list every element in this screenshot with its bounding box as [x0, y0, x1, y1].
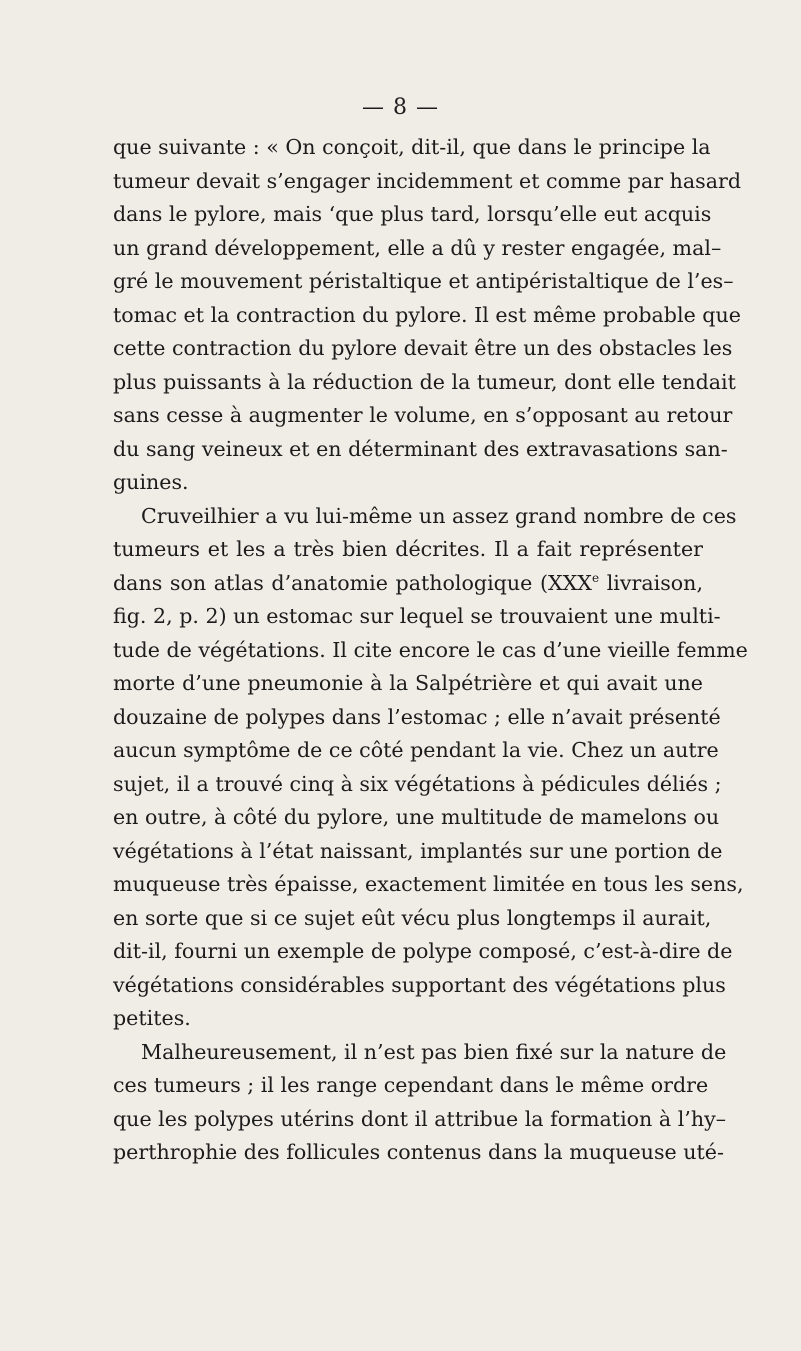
text-line: fig. 2, p. 2) un estomac sur lequel se trouvaient une multi- — [113, 604, 721, 628]
text-line: en sorte que si ce sujet eût vécu plus longtemps il aurait, — [113, 905, 712, 930]
text-line: plus puissants à la réduction de la tumeur, dont elle tendait — [113, 369, 736, 394]
text-line: du sang veineux et en déterminant des extravasations san- — [113, 436, 728, 461]
text-line: ces tumeurs ; il les range cependant dans le même ordre — [113, 1073, 709, 1097]
text-line: tomac et la contraction du pylore. Il est même probable que — [113, 302, 741, 327]
text-line: aucun symptôme de ce côté pendant la vie. Chez un autre — [113, 738, 719, 762]
text-line: douzaine de polypes dans l’estomac ; elle n’avait présenté — [113, 704, 721, 729]
text-line: un grand développement, elle a dû y rester engagée, mal– — [113, 235, 722, 260]
text-line: que les polypes utérins dont il attribue la formation à l’hy– — [113, 1106, 727, 1131]
text-line: tumeur devait s’engager incidemment et comme par hasard — [113, 168, 742, 193]
text-line: tude de végétations. Il cite encore le cas d’une vieille femme — [113, 637, 748, 662]
text-line: morte d’une pneumonie à la Salpétrière et qui avait une — [113, 671, 703, 695]
body-text — [113, 131, 748, 1170]
text-line: végétations à l’état naissant, implantés sur une portion de — [113, 838, 723, 863]
text-line: petites. — [113, 1006, 191, 1030]
text-line: sans cesse à augmenter le volume, en s’opposant au retour — [113, 403, 733, 427]
text-line: perthrophie des follicules contenus dans la muqueuse uté- — [113, 1140, 724, 1164]
text-line: Malheureusement, il n’est pas bien fixé sur la nature de — [141, 1039, 727, 1064]
text-line: sujet, il a trouvé cinq à six végétations à pédicules déliés ; — [113, 771, 722, 796]
text-line: gré le mouvement péristaltique et antipéristaltique de l’es– — [113, 269, 734, 293]
text-line: en outre, à côté du pylore, une multitude de mamelons ou — [113, 805, 720, 829]
text-line: muqueuse très épaisse, exactement limitée en tous les sens, — [113, 872, 744, 896]
text-line: dit-il, fourni un exemple de polype composé, c’est-à-dire de — [113, 939, 733, 963]
superscript: e — [591, 570, 600, 585]
text-line: tumeurs et les a très bien décrites. Il a fait représenter — [113, 537, 703, 561]
page-number: — 8 — — [362, 95, 439, 120]
text-line: dans le pylore, mais ‘que plus tard, lorsqu’elle eut acquis — [113, 202, 712, 226]
text-line: guines. — [113, 470, 189, 494]
text-line: végétations considérables supportant des végétations plus — [113, 972, 726, 997]
text-line: cette contraction du pylore devait être un des obstacles les — [113, 336, 733, 360]
text-line: que suivante : « On conçoit, dit-il, que dans le principe la — [113, 135, 711, 159]
text-line: Cruveilhier a vu lui-même un assez grand nombre de ces — [141, 503, 737, 528]
text-line: dans son atlas d’anatomie pathologique (XXXe livraison, — [113, 570, 703, 595]
